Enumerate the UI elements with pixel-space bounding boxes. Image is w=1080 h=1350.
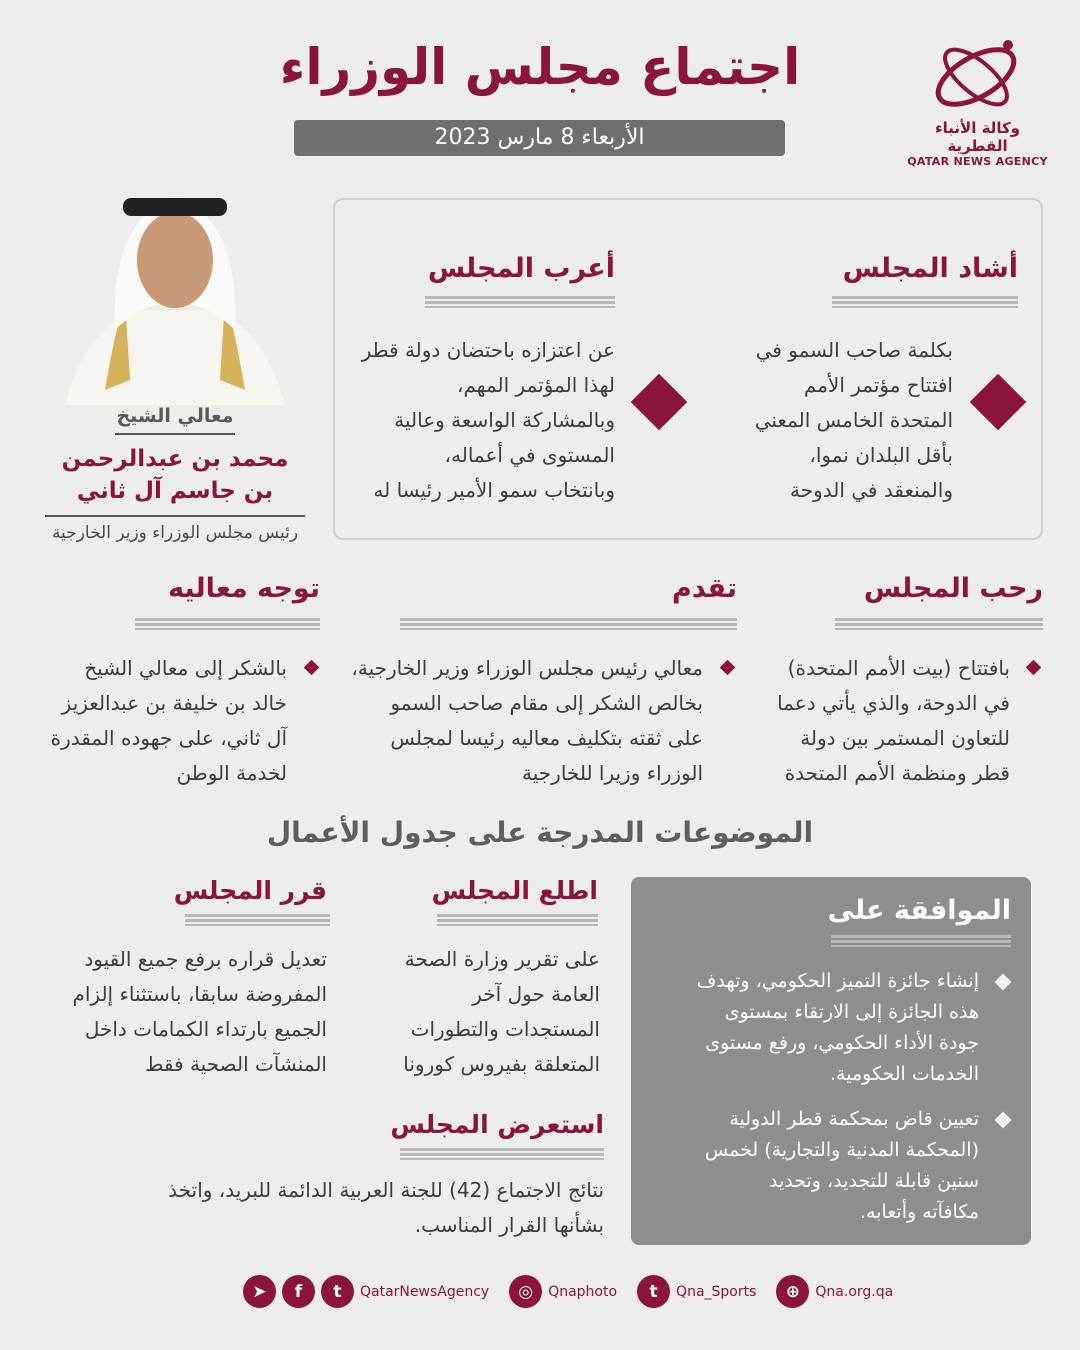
person-position: رئيس مجلس الوزراء وزير الخارجية: [51, 523, 299, 543]
date-bar: الأربعاء 8 مارس 2023: [294, 120, 785, 156]
person-name-line1: محمد بن عبدالرحمن: [61, 446, 289, 472]
heading-underline: [425, 296, 615, 308]
heading-underline: [831, 935, 1011, 947]
person-honorific: معالي الشيخ: [116, 405, 234, 427]
twitter-icon[interactable]: t: [637, 1275, 670, 1308]
examined-text: نتائج الاجتماع (42) للجنة العربية الدائمة للبريد، واتخذ بشأنها القرار المناسب.: [168, 1178, 604, 1237]
bullet-diamond-icon: [304, 660, 320, 676]
heading-underline: [185, 914, 330, 926]
heading-underline: [135, 618, 320, 630]
footer-social: [243, 1275, 907, 1308]
reviewed-text: على تقرير وزارة الصحة العامة حول آخر المستجدات والتطورات المتعلقة بفيروس كورونا: [403, 947, 600, 1076]
divider: [115, 433, 235, 435]
heading-underline: [400, 1148, 604, 1160]
reviewed-heading: اطلع المجلس: [431, 876, 598, 905]
approval-heading: الموافقة على: [827, 895, 1011, 926]
heading-underline: [437, 914, 598, 926]
examined-heading: استعرض المجلس: [390, 1110, 604, 1139]
thanked-text: بالشكر إلى معالي الشيخ خالد بن خليفة بن عبدالعزيز آل ثاني، على جهوده المقدرة لخدمة الوطن: [50, 656, 287, 785]
page-title: اجتماع مجلس الوزراء: [279, 38, 801, 96]
telegram-icon[interactable]: ➤: [243, 1275, 276, 1308]
decided-heading: قرر المجلس: [173, 876, 327, 905]
praised-heading: أشاد المجلس: [842, 253, 1018, 284]
welcomed-text: بافتتاح (بيت الأمم المتحدة) في الدوحة، والذي يأتي دعما للتعاون المستمر بين دولة قطر ومنظمة الأمم المتحدة: [777, 656, 1010, 785]
heading-underline: [400, 618, 737, 630]
thanked-heading: توجه معاليه: [168, 573, 320, 604]
website-link[interactable]: Qna.org.qa: [815, 1283, 894, 1300]
person-card: [40, 405, 310, 543]
approval-item-2: تعيين قاض بمحكمة قطر الدولية (المحكمة المدنية والتجارية) لخمس سنين قابلة للتجديد، وتحديد مكافآته وأتعابه.: [704, 1108, 979, 1223]
presented-text: معالي رئيس مجلس الوزراء وزير الخارجية، بخالص الشكر إلى مقام صاحب السمو على ثقته بتكليف معاليه رئيسا لمجلس الوزراء وزيرا للخارجية: [351, 656, 703, 785]
agenda-title: الموضوعات المدرجة على جدول الأعمال: [266, 816, 814, 849]
person-name-line2: بن جاسم آل ثاني: [76, 478, 274, 504]
bullet-diamond-icon: [995, 1112, 1012, 1129]
instagram-handle[interactable]: Qnaphoto: [548, 1283, 618, 1300]
praised-text: بكلمة صاحب السمو في افتتاح مؤتمر الأمم المتحدة الخامس المعني بأقل البلدان نموا، والمنعقد في الدوحة: [754, 338, 953, 502]
facebook-icon[interactable]: f: [282, 1275, 315, 1308]
bullet-diamond-icon: [1026, 660, 1042, 676]
sports-handle[interactable]: Qna_Sports: [676, 1283, 757, 1300]
heading-underline: [832, 296, 1018, 308]
globe-icon[interactable]: ⊕: [776, 1275, 809, 1308]
qna-logo: [905, 35, 1050, 168]
bullet-diamond-icon: [995, 974, 1012, 991]
logo-english: QATAR NEWS AGENCY: [907, 155, 1048, 168]
portrait-photo: [45, 180, 305, 405]
heading-underline: [835, 618, 1043, 630]
divider: [45, 515, 305, 517]
qna-logo-icon: [928, 35, 1028, 115]
approval-panel: [631, 877, 1031, 1245]
bullet-diamond-icon: [720, 660, 736, 676]
social-handle[interactable]: QatarNewsAgency: [360, 1283, 490, 1300]
expressed-text: عن اعتزازه باحتضان دولة قطر لهذا المؤتمر المهم، وبالمشاركة الواسعة وعالية المستوى في أعماله، وبانتخاب سمو الأمير رئيسا له: [361, 338, 615, 502]
presented-heading: تقدم: [672, 573, 737, 604]
approval-item-1: إنشاء جائزة التميز الحكومي، وتهدف هذه الجائزة إلى الارتقاء بمستوى جودة الأداء الحكومي، ورفع مستوى الخدمات الحكومية.: [696, 970, 979, 1085]
decided-text: تعديل قراره برفع جميع القيود المفروضة سابقا، باستثناء إلزام الجميع بارتداء الكمامات داخل المنشآت الصحية فقط: [72, 947, 327, 1076]
logo-arabic: وكالة الأنباء القطرية: [935, 119, 1020, 155]
instagram-icon[interactable]: ◎: [509, 1275, 542, 1308]
welcomed-heading: رحب المجلس: [863, 573, 1043, 604]
twitter-icon[interactable]: t: [321, 1275, 354, 1308]
expressed-heading: أعرب المجلس: [427, 253, 615, 284]
